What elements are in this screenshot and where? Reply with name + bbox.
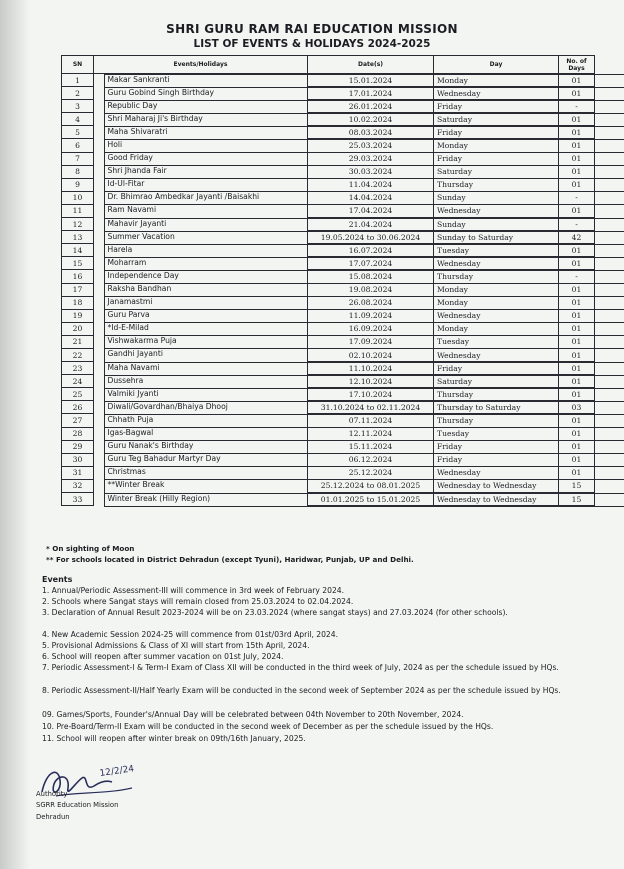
cell-days: 42 bbox=[559, 231, 595, 244]
table-body bbox=[62, 74, 595, 506]
table-row bbox=[62, 270, 595, 283]
cell-sn: 15 bbox=[62, 257, 94, 270]
table-row bbox=[62, 100, 595, 113]
col-header-days: No. of Days bbox=[559, 56, 595, 74]
cell-date: 12.11.2024 bbox=[308, 427, 434, 440]
cell-date: 07.11.2024 bbox=[308, 414, 434, 427]
cell-date: 15.01.2024 bbox=[308, 74, 434, 87]
cell-sn: 5 bbox=[62, 126, 94, 139]
cell-sn: 25 bbox=[62, 388, 94, 401]
cell-day: Wednesday bbox=[434, 87, 559, 100]
table-row bbox=[62, 191, 595, 204]
holiday-table bbox=[61, 55, 595, 506]
table-row bbox=[62, 401, 595, 414]
cell-sn: 21 bbox=[62, 335, 94, 348]
cell-day: Monday bbox=[434, 139, 559, 152]
cell-day: Friday bbox=[434, 453, 559, 466]
cell-sn: 26 bbox=[62, 401, 94, 414]
table-header-row bbox=[62, 56, 595, 74]
footnote-moon: * On sighting of Moon bbox=[46, 544, 135, 553]
table-row bbox=[62, 296, 595, 309]
cell-event: Christmas bbox=[104, 466, 624, 480]
cell-days: 01 bbox=[559, 453, 595, 466]
cell-day: Thursday bbox=[434, 414, 559, 427]
cell-days: 01 bbox=[559, 427, 595, 440]
cell-sn: 32 bbox=[62, 479, 94, 492]
table-row bbox=[62, 453, 595, 466]
table-row bbox=[62, 375, 595, 388]
cell-sn: 12 bbox=[62, 218, 94, 231]
cell-day: Wednesday to Wednesday bbox=[434, 493, 559, 506]
cell-days: 01 bbox=[559, 283, 595, 296]
cell-sn: 8 bbox=[62, 165, 94, 178]
cell-event: Guru Teg Bahadur Martyr Day bbox=[104, 453, 624, 467]
table-row bbox=[62, 231, 595, 244]
table-row bbox=[62, 152, 595, 165]
cell-event: Maha Navami bbox=[104, 362, 624, 376]
cell-day: Tuesday bbox=[434, 244, 559, 257]
table-row bbox=[62, 466, 595, 479]
cell-days: 01 bbox=[559, 335, 595, 348]
cell-event: Republic Day bbox=[104, 100, 624, 114]
cell-date: 25.12.2024 bbox=[308, 466, 434, 479]
cell-event: Raksha Bandhan bbox=[104, 283, 624, 297]
cell-sn: 27 bbox=[62, 414, 94, 427]
cell-sn: 16 bbox=[62, 270, 94, 283]
cell-sn: 19 bbox=[62, 309, 94, 322]
cell-sn: 22 bbox=[62, 348, 94, 361]
col-header-day: Day bbox=[434, 56, 559, 74]
event-item: 4. New Academic Session 2024-25 will commence from 01st/03rd April, 2024. bbox=[42, 630, 339, 639]
cell-sn: 10 bbox=[62, 191, 94, 204]
event-item: 11. School will reopen after winter break on 09th/16th January, 2025. bbox=[42, 734, 306, 743]
event-item: 2. Schools where Sangat stays will remain closed from 25.03.2024 to 02.04.2024. bbox=[42, 597, 354, 606]
cell-sn: 20 bbox=[62, 322, 94, 335]
cell-days: 01 bbox=[559, 296, 595, 309]
cell-event: Moharram bbox=[104, 257, 624, 271]
cell-date: 17.09.2024 bbox=[308, 335, 434, 348]
col-header-sn: SN bbox=[62, 56, 94, 74]
cell-days: 01 bbox=[559, 388, 595, 401]
table-row bbox=[62, 178, 595, 191]
cell-day: Sunday to Saturday bbox=[434, 231, 559, 244]
cell-date: 19.08.2024 bbox=[308, 283, 434, 296]
cell-event: Ram Navami bbox=[104, 204, 624, 218]
cell-event: **Winter Break bbox=[104, 479, 624, 493]
cell-day: Saturday bbox=[434, 375, 559, 388]
cell-date: 19.05.2024 to 30.06.2024 bbox=[308, 231, 434, 244]
table-row bbox=[62, 440, 595, 453]
table-row bbox=[62, 283, 595, 296]
cell-days: 01 bbox=[559, 139, 595, 152]
cell-day: Tuesday bbox=[434, 427, 559, 440]
cell-days: 01 bbox=[559, 322, 595, 335]
table-row bbox=[62, 479, 595, 492]
cell-date: 10.02.2024 bbox=[308, 113, 434, 126]
table-row bbox=[62, 309, 595, 322]
cell-day: Saturday bbox=[434, 165, 559, 178]
signature-mission: SGRR Education Mission bbox=[36, 801, 119, 809]
cell-date: 11.09.2024 bbox=[308, 309, 434, 322]
cell-days: 03 bbox=[559, 401, 595, 414]
cell-days: - bbox=[559, 191, 595, 204]
signature-authority: Authority bbox=[36, 790, 68, 798]
cell-sn: 17 bbox=[62, 283, 94, 296]
table-row bbox=[62, 113, 595, 126]
page-edge-shadow bbox=[0, 0, 30, 869]
table-row bbox=[62, 493, 595, 506]
event-item: 5. Provisional Admissions & Class of XI will start from 15th April, 2024. bbox=[42, 641, 310, 650]
cell-event: Gandhi Jayanti bbox=[104, 348, 624, 362]
cell-days: 01 bbox=[559, 466, 595, 479]
cell-days: 01 bbox=[559, 348, 595, 361]
cell-sn: 33 bbox=[62, 493, 94, 506]
signature-city: Dehradun bbox=[36, 813, 70, 821]
cell-date: 15.08.2024 bbox=[308, 270, 434, 283]
cell-days: 01 bbox=[559, 178, 595, 191]
cell-days: 01 bbox=[559, 152, 595, 165]
cell-date: 25.12.2024 to 08.01.2025 bbox=[308, 479, 434, 492]
cell-day: Monday bbox=[434, 322, 559, 335]
cell-sn: 2 bbox=[62, 87, 94, 100]
cell-date: 29.03.2024 bbox=[308, 152, 434, 165]
cell-date: 01.01.2025 to 15.01.2025 bbox=[308, 493, 434, 506]
table-row bbox=[62, 74, 595, 87]
table-row bbox=[62, 427, 595, 440]
cell-days: 15 bbox=[559, 479, 595, 492]
cell-sn: 23 bbox=[62, 362, 94, 375]
table-row bbox=[62, 362, 595, 375]
cell-date: 21.04.2024 bbox=[308, 218, 434, 231]
cell-day: Thursday bbox=[434, 388, 559, 401]
cell-event: Winter Break (Hilly Region) bbox=[104, 493, 624, 507]
cell-day: Wednesday bbox=[434, 348, 559, 361]
cell-day: Wednesday to Wednesday bbox=[434, 479, 559, 492]
cell-event: Guru Gobind Singh Birthday bbox=[104, 87, 624, 101]
cell-days: 01 bbox=[559, 414, 595, 427]
table-row bbox=[62, 388, 595, 401]
signature-handwriting: 12/2/24 bbox=[99, 764, 135, 779]
cell-days: - bbox=[559, 218, 595, 231]
cell-sn: 7 bbox=[62, 152, 94, 165]
cell-day: Thursday bbox=[434, 178, 559, 191]
cell-day: Monday bbox=[434, 283, 559, 296]
cell-event: Makar Sankranti bbox=[104, 74, 624, 88]
event-item: 7. Periodic Assessment-I & Term-I Exam of Class XII will be conducted in the third week of July, 2024 as per the schedule issued by HQs. bbox=[42, 663, 559, 672]
cell-days: 15 bbox=[559, 493, 595, 506]
events-heading: Events bbox=[42, 575, 73, 584]
cell-sn: 18 bbox=[62, 296, 94, 309]
table-row bbox=[62, 244, 595, 257]
cell-day: Friday bbox=[434, 362, 559, 375]
event-item: 1. Annual/Periodic Assessment-III will commence in 3rd week of February 2024. bbox=[42, 586, 345, 595]
cell-days: - bbox=[559, 270, 595, 283]
cell-date: 16.09.2024 bbox=[308, 322, 434, 335]
cell-date: 17.10.2024 bbox=[308, 388, 434, 401]
cell-event: Guru Nanak's Birthday bbox=[104, 440, 624, 454]
cell-sn: 30 bbox=[62, 453, 94, 466]
cell-event: Mahavir Jayanti bbox=[104, 218, 624, 232]
table-row bbox=[62, 348, 595, 361]
cell-days: 01 bbox=[559, 440, 595, 453]
table-row bbox=[62, 257, 595, 270]
cell-day: Wednesday bbox=[434, 466, 559, 479]
cell-date: 30.03.2024 bbox=[308, 165, 434, 178]
table-row bbox=[62, 139, 595, 152]
event-item: 3. Declaration of Annual Result 2023-2024 will be on 23.03.2024 (where sangat stays) and 27.03.2024 (for other schools). bbox=[42, 608, 508, 617]
cell-days: 01 bbox=[559, 113, 595, 126]
event-item: 8. Periodic Assessment-II/Half Yearly Exam will be conducted in the second week of September 2024 as per the schedule issued by HQs. bbox=[42, 686, 561, 695]
cell-event: Valmiki Jyanti bbox=[104, 388, 624, 402]
cell-day: Monday bbox=[434, 74, 559, 87]
cell-day: Sunday bbox=[434, 218, 559, 231]
cell-days: 01 bbox=[559, 257, 595, 270]
cell-day: Monday bbox=[434, 296, 559, 309]
cell-event: Independence Day bbox=[104, 270, 624, 284]
cell-event: Igas-Bagwal bbox=[104, 427, 624, 441]
cell-day: Tuesday bbox=[434, 335, 559, 348]
cell-days: 01 bbox=[559, 126, 595, 139]
cell-date: 31.10.2024 to 02.11.2024 bbox=[308, 401, 434, 414]
cell-day: Friday bbox=[434, 440, 559, 453]
table-row bbox=[62, 126, 595, 139]
cell-day: Saturday bbox=[434, 113, 559, 126]
cell-day: Wednesday bbox=[434, 204, 559, 217]
cell-event: Chhath Puja bbox=[104, 414, 624, 428]
cell-date: 02.10.2024 bbox=[308, 348, 434, 361]
page-subtitle: LIST OF EVENTS & HOLIDAYS 2024-2025 bbox=[193, 38, 431, 50]
cell-date: 11.10.2024 bbox=[308, 362, 434, 375]
cell-days: 01 bbox=[559, 204, 595, 217]
cell-event: Janamastmi bbox=[104, 296, 624, 310]
cell-event: Shri Maharaj Ji's Birthday bbox=[104, 113, 624, 127]
cell-date: 16.07.2024 bbox=[308, 244, 434, 257]
cell-event: Dussehra bbox=[104, 375, 624, 389]
table-row bbox=[62, 322, 595, 335]
table-row bbox=[62, 204, 595, 217]
cell-sn: 29 bbox=[62, 440, 94, 453]
cell-days: 01 bbox=[559, 74, 595, 87]
cell-date: 17.07.2024 bbox=[308, 257, 434, 270]
cell-sn: 24 bbox=[62, 375, 94, 388]
cell-event: Vishwakarma Puja bbox=[104, 335, 624, 349]
col-header-events: Events/Holidays bbox=[94, 56, 308, 74]
cell-date: 08.03.2024 bbox=[308, 126, 434, 139]
cell-days: 01 bbox=[559, 375, 595, 388]
cell-sn: 9 bbox=[62, 178, 94, 191]
cell-day: Thursday bbox=[434, 270, 559, 283]
cell-event: Dr. Bhimrao Ambedkar Jayanti /Baisakhi bbox=[104, 191, 624, 205]
table-row bbox=[62, 218, 595, 231]
cell-event: Guru Parva bbox=[104, 309, 624, 323]
event-item: 10. Pre-Board/Term-II Exam will be conducted in the second week of December as per the schedule issued by the HQs. bbox=[42, 722, 494, 731]
event-item: 09. Games/Sports, Founder's/Annual Day will be celebrated between 04th November to 20th November, 2024. bbox=[42, 710, 464, 719]
cell-date: 17.04.2024 bbox=[308, 204, 434, 217]
cell-sn: 3 bbox=[62, 100, 94, 113]
footnote-schools: ** For schools located in District Dehradun (except Tyuni), Haridwar, Punjab, UP and Delhi. bbox=[46, 555, 414, 564]
cell-days: 01 bbox=[559, 165, 595, 178]
table-row bbox=[62, 414, 595, 427]
cell-date: 12.10.2024 bbox=[308, 375, 434, 388]
cell-day: Friday bbox=[434, 152, 559, 165]
cell-sn: 31 bbox=[62, 466, 94, 479]
cell-event: Shri Jhanda Fair bbox=[104, 165, 624, 179]
cell-date: 14.04.2024 bbox=[308, 191, 434, 204]
signature-image bbox=[36, 752, 156, 822]
cell-days: 01 bbox=[559, 244, 595, 257]
cell-days: - bbox=[559, 100, 595, 113]
org-title: SHRI GURU RAM RAI EDUCATION MISSION bbox=[166, 22, 458, 36]
cell-event: Id-Ul-Fitar bbox=[104, 178, 624, 192]
cell-sn: 4 bbox=[62, 113, 94, 126]
cell-day: Sunday bbox=[434, 191, 559, 204]
cell-date: 11.04.2024 bbox=[308, 178, 434, 191]
cell-event: Holi bbox=[104, 139, 624, 153]
cell-event: Summer Vacation bbox=[104, 231, 624, 245]
table-row bbox=[62, 165, 595, 178]
table-row bbox=[62, 335, 595, 348]
cell-days: 01 bbox=[559, 362, 595, 375]
cell-days: 01 bbox=[559, 309, 595, 322]
cell-days: 01 bbox=[559, 87, 595, 100]
cell-sn: 1 bbox=[62, 74, 94, 87]
cell-sn: 11 bbox=[62, 204, 94, 217]
cell-sn: 13 bbox=[62, 231, 94, 244]
cell-day: Friday bbox=[434, 100, 559, 113]
cell-day: Thursday to Saturday bbox=[434, 401, 559, 414]
cell-date: 26.08.2024 bbox=[308, 296, 434, 309]
event-item: 6. School will reopen after summer vacation on 01st July, 2024. bbox=[42, 652, 284, 661]
cell-date: 26.01.2024 bbox=[308, 100, 434, 113]
cell-date: 25.03.2024 bbox=[308, 139, 434, 152]
cell-day: Wednesday bbox=[434, 309, 559, 322]
cell-date: 17.01.2024 bbox=[308, 87, 434, 100]
cell-event: Diwali/Govardhan/Bhaiya Dhooj bbox=[104, 401, 624, 415]
cell-event: *Id-E-Milad bbox=[104, 322, 624, 336]
cell-event: Maha Shivaratri bbox=[104, 126, 624, 140]
cell-date: 06.12.2024 bbox=[308, 453, 434, 466]
col-header-dates: Date(s) bbox=[308, 56, 434, 74]
cell-date: 15.11.2024 bbox=[308, 440, 434, 453]
table-row bbox=[62, 87, 595, 100]
cell-day: Friday bbox=[434, 126, 559, 139]
cell-event: Good Friday bbox=[104, 152, 624, 166]
cell-sn: 28 bbox=[62, 427, 94, 440]
cell-event: Harela bbox=[104, 244, 624, 258]
cell-sn: 14 bbox=[62, 244, 94, 257]
cell-sn: 6 bbox=[62, 139, 94, 152]
cell-day: Wednesday bbox=[434, 257, 559, 270]
